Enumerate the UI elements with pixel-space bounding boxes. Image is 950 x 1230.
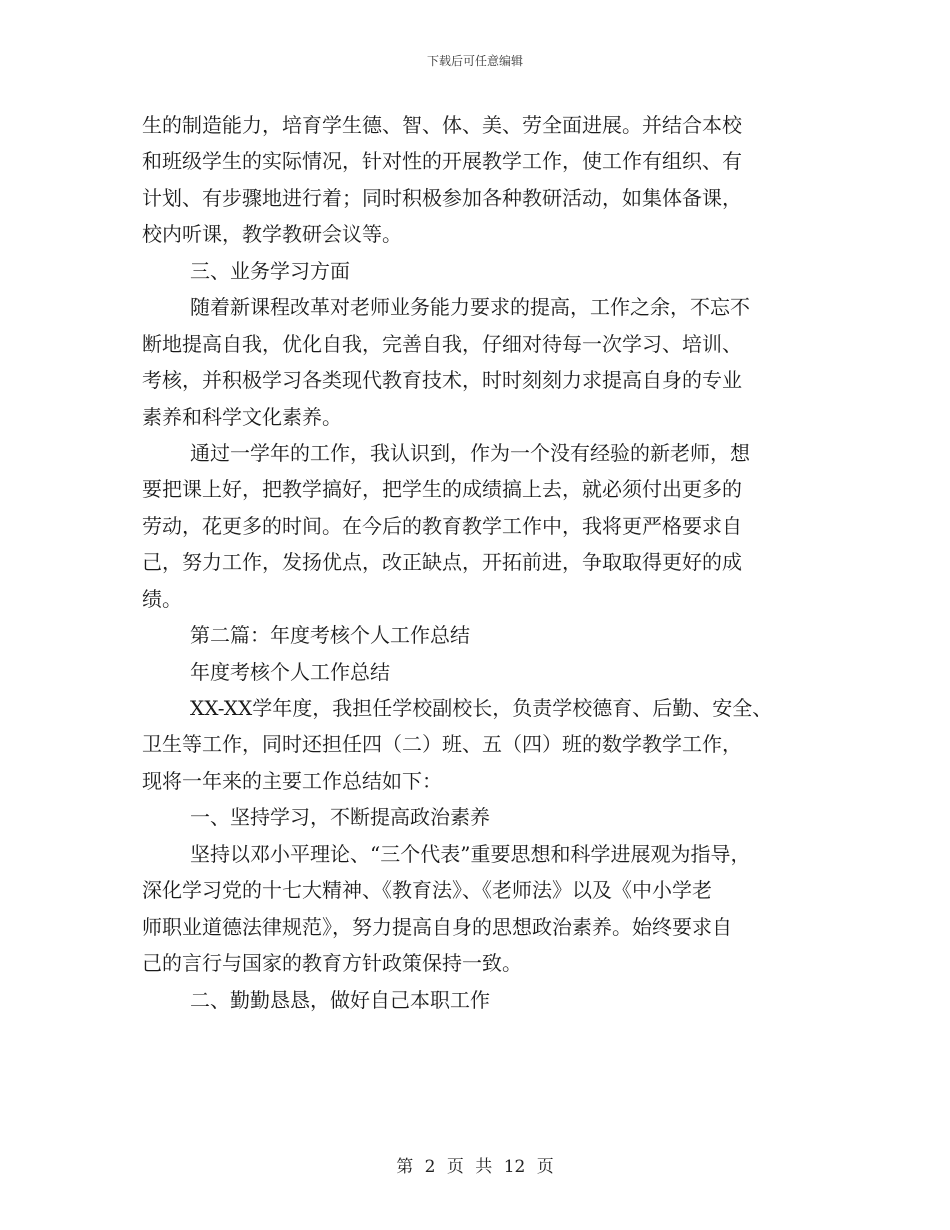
text-line: 考核，并积极学习各类现代教育技术，时时刻刻力求提高自身的专业: [142, 368, 742, 393]
text-line: 生的制造能力，培育学生德、智、体、美、劳全面进展。并结合本校: [142, 113, 742, 137]
text-line: 坚持以邓小平理论、“三个代表”重要思想和科学进展观为指导，: [190, 841, 751, 866]
text-line: 深化学习党的十七大精神、《教育法》、《老师法》以及《中小学老: [142, 878, 712, 903]
text-line: 年度考核个人工作总结: [190, 659, 390, 684]
text-line: XX-XX学年度，我担任学校副校长，负责学校德育、后勤、安全、: [190, 696, 773, 720]
text-line: 现将一年来的主要工作总结如下：: [142, 768, 442, 793]
text-line: 卫生等工作，同时还担任四（二）班、五（四）班的数学教学工作，: [142, 732, 742, 757]
text-line: 一、坚持学习，不断提高政治素养: [190, 805, 490, 830]
text-line: 素养和科学文化素养。: [142, 404, 342, 429]
text-line: 第二篇：年度考核个人工作总结: [190, 623, 470, 648]
document-body: [142, 107, 812, 1018]
text-line: 己，努力工作，发扬优点，改正缺点，开拓前进，争取取得更好的成: [142, 550, 742, 575]
text-line: 绩。: [142, 586, 182, 611]
page-header: 下载后可任意编辑: [426, 54, 523, 68]
text-line: 劳动，花更多的时间。在今后的教育教学工作中，我将更严格要求自: [142, 513, 742, 538]
text-line: 通过一学年的工作，我认识到，作为一个没有经验的新老师，想: [190, 440, 750, 465]
text-line: 计划、有步骤地进行着；同时积极参加各种教研活动，如集体备课，: [142, 185, 742, 210]
text-line: 己的言行与国家的教育方针政策保持一致。: [142, 951, 522, 976]
page-footer: 第 2 页 共 12 页: [396, 1157, 554, 1177]
text-line: 断地提高自我，优化自我，完善自我，仔细对待每一次学习、培训、: [142, 331, 742, 356]
text-line: 和班级学生的实际情况，针对性的开展教学工作，使工作有组织、有: [142, 149, 742, 174]
text-line: 三、业务学习方面: [190, 258, 350, 283]
text-line: 随着新课程改革对老师业务能力要求的提高，工作之余，不忘不: [190, 295, 750, 320]
text-line: 要把课上好，把教学搞好，把学生的成绩搞上去，就必须付出更多的: [142, 477, 742, 502]
text-line: 校内听课，教学教研会议等。: [142, 222, 402, 247]
text-line: 二、勤勤恳恳，做好自己本职工作: [190, 987, 490, 1012]
text-line: 师职业道德法律规范》，努力提高自身的思想政治素养。始终要求自: [142, 914, 732, 939]
